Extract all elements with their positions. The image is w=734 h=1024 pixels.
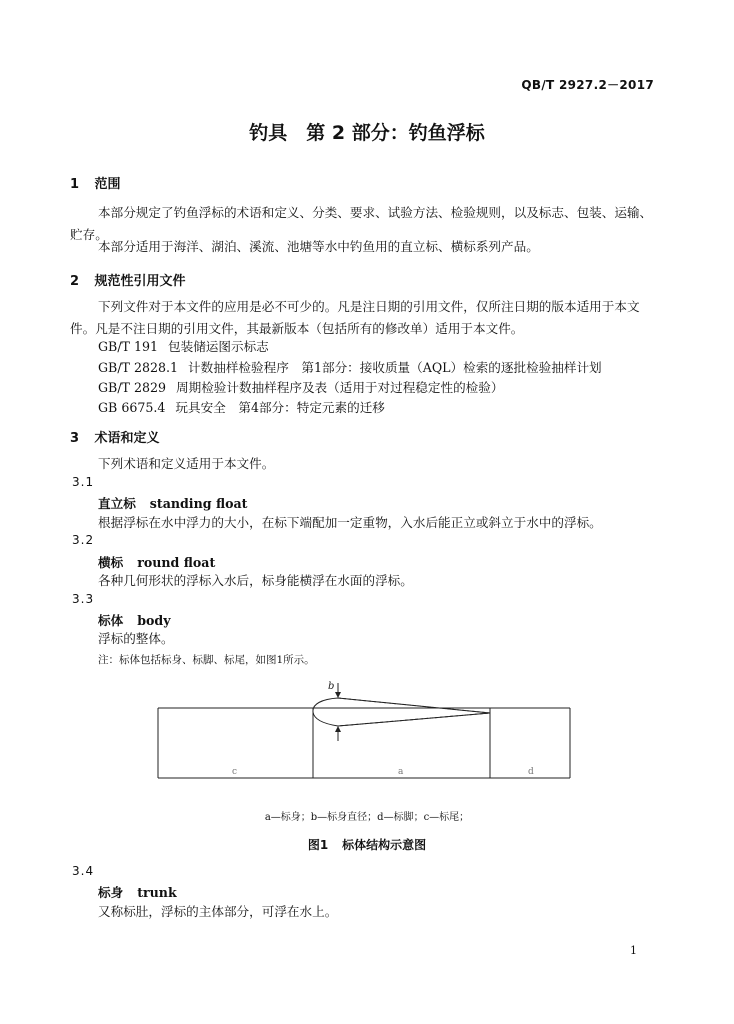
figure-title (0, 836, 734, 853)
references-intro: 下列文件对于本文件的应用是必不可少的。凡是注日期的引用文件，仅所注日期的版本适用于本文件。凡是不注日期的引用文件，其最新版本（包括所有的修改单）适用于本文件。 (70, 299, 640, 336)
reference-code: GB/T 191 (98, 339, 158, 354)
label-c: c (232, 767, 238, 777)
section-3-heading (70, 427, 160, 446)
clause-number: 3.4 (72, 864, 95, 878)
reference-item (98, 336, 269, 358)
note-text: 注：标体包括标身、标脚、标尾，如图1所示。 (98, 654, 315, 666)
term-english: trunk (137, 885, 177, 900)
section-title: 术语和定义 (94, 431, 160, 446)
reference-title: 周期检验计数抽样程序及表（适用于对过程稳定性的检验） (176, 380, 504, 395)
term-chinese: 标体 (98, 613, 124, 628)
terms-intro: 下列术语和定义适用于本文件。 (98, 456, 275, 471)
figure-legend: a—标身；b—标身直径；d—标脚；c—标尾； (264, 812, 470, 823)
section-number: 1 (70, 177, 80, 192)
page-number: 1 (630, 944, 637, 957)
term-definition: 又称标肚，浮标的主体部分，可浮在水上。 (98, 904, 338, 919)
term-chinese: 标身 (98, 885, 124, 900)
reference-title: 包装储运图示标志 (168, 339, 269, 354)
document-title: 钓具 第 2 部分：钓鱼浮标 (249, 122, 485, 144)
section-1-heading (70, 173, 121, 192)
reference-item (98, 397, 385, 419)
section-title: 范围 (94, 177, 121, 192)
float-tail-dashed (338, 698, 490, 726)
term-definition: 浮标的整体。 (98, 631, 174, 646)
label-b: b (328, 681, 335, 692)
term-heading (98, 493, 247, 512)
term-chinese: 直立标 (98, 496, 136, 511)
reference-item (98, 377, 503, 399)
scope-paragraph-1: 本部分规定了钓鱼浮标的术语和定义、分类、要求、试验方法、检验规则，以及标志、包装、运输、贮存。 (70, 205, 653, 242)
figure-name: 标体结构示意图 (342, 838, 427, 852)
term-chinese: 横标 (98, 555, 124, 570)
term-heading (98, 552, 215, 571)
reference-code: GB/T 2829 (98, 380, 167, 395)
section-number: 2 (70, 274, 80, 289)
clause-number: 3.3 (72, 592, 95, 606)
clause-number: 3.2 (72, 533, 95, 547)
reference-item (98, 357, 602, 379)
term-heading (98, 610, 171, 629)
float-structure-diagram (150, 675, 580, 785)
float-body-outline (313, 698, 490, 726)
term-english: round float (137, 555, 216, 570)
arrowhead-down (335, 692, 341, 698)
term-english: standing float (149, 496, 248, 511)
reference-title: 计数抽样检验程序 第1部分：接收质量（AQL）检索的逐批检验抽样计划 (188, 360, 602, 375)
section-number: 3 (70, 431, 80, 446)
term-definition: 各种几何形状的浮标入水后，标身能横浮在水面的浮标。 (98, 573, 413, 588)
arrowhead-up (335, 726, 341, 732)
scope-paragraph-2: 本部分适用于海洋、湖泊、溪流、池塘等水中钓鱼用的直立标、横标系列产品。 (98, 239, 539, 254)
term-heading (98, 882, 177, 901)
label-d: d (528, 767, 534, 777)
section-2-heading (70, 270, 186, 289)
reference-code: GB 6675.4 (98, 400, 166, 415)
label-a: a (398, 767, 404, 777)
reference-title: 玩具安全 第4部分：特定元素的迁移 (175, 400, 385, 415)
term-english: body (137, 613, 171, 628)
clause-number: 3.1 (72, 475, 95, 489)
term-definition: 根据浮标在水中浮力的大小，在标下端配加一定重物，入水后能正立或斜立于水中的浮标。 (98, 515, 602, 530)
figure-number: 图1 (307, 838, 329, 852)
standard-code: QB/T 2927.2－2017 (521, 78, 654, 92)
section-title: 规范性引用文件 (94, 274, 186, 289)
reference-code: GB/T 2828.1 (98, 360, 179, 375)
